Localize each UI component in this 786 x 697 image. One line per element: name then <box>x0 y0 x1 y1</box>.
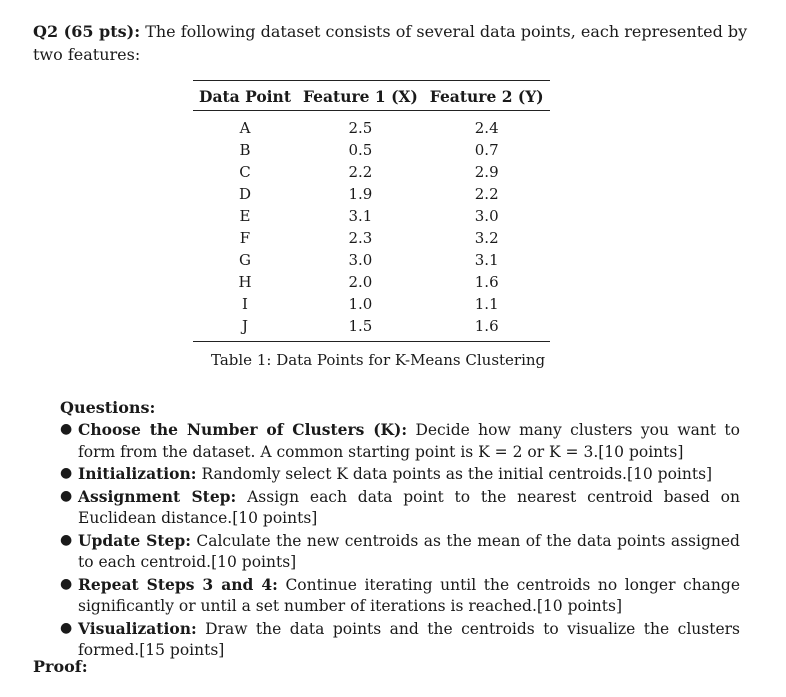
table-row <box>193 293 550 315</box>
cell-x: 0.5 <box>348 141 373 159</box>
cell-x: 2.0 <box>348 273 373 291</box>
cell-point: D <box>238 185 251 203</box>
cell-point: A <box>239 119 251 137</box>
cell-y: 3.1 <box>474 251 499 269</box>
question-item <box>60 618 740 662</box>
data-table <box>193 80 550 342</box>
question-text: Assign each data point to the nearest centroid based on Euclidean distance.[10 points] <box>78 487 740 527</box>
bullet-icon: ● <box>60 575 73 592</box>
question-term: Visualization: <box>78 618 197 638</box>
table-row <box>193 205 550 227</box>
cell-x: 1.5 <box>297 315 424 342</box>
table-row <box>193 183 550 205</box>
question-intro-text: The following dataset consists of several data points, each represented by two features: <box>33 22 748 64</box>
table-row <box>193 111 550 140</box>
table-row <box>193 161 550 183</box>
question-term: Update Step: <box>78 530 191 550</box>
table-row <box>193 271 550 293</box>
table-header-row <box>193 81 550 111</box>
cell-point: F <box>239 229 251 247</box>
column-header-feature-1: Feature 1 (X) <box>297 81 424 111</box>
cell-x: 2.5 <box>348 119 373 137</box>
question-text: Continue iterating until the centroids no longer change significantly or until a set number of iterations is reached.[10 points] <box>78 575 740 615</box>
table-row <box>193 315 550 342</box>
questions-heading: Questions: <box>60 398 156 417</box>
bullet-icon: ● <box>60 421 73 437</box>
table-caption: Table 1: Data Points for K-Means Clustering <box>211 351 546 369</box>
column-header-feature-2: Feature 2 (Y) <box>424 81 550 111</box>
cell-x: 1.0 <box>348 295 373 313</box>
cell-y: 1.6 <box>424 315 550 342</box>
table-row <box>193 227 550 249</box>
question-text: Draw the data points and the centroids to visualize the clusters formed.[15 points] <box>78 619 740 659</box>
cell-point: C <box>239 163 251 181</box>
cell-x: 2.2 <box>348 163 373 181</box>
cell-y: 3.2 <box>474 229 499 247</box>
question-label: Q2 (65 pts): <box>33 22 141 41</box>
questions-list <box>60 419 740 662</box>
bullet-icon: ● <box>60 619 73 636</box>
cell-point: G <box>239 251 251 269</box>
cell-y: 2.9 <box>474 163 499 181</box>
question-text: Randomly select K data points as the initial centroids.[10 points] <box>201 465 713 483</box>
cell-y: 0.7 <box>474 141 499 159</box>
bullet-icon: ● <box>60 487 73 504</box>
bullet-icon: ● <box>60 531 73 548</box>
question-text: Calculate the new centroids as the mean of the data points assigned to each centroid.[10 points] <box>78 531 740 571</box>
cell-y: 2.2 <box>474 185 499 203</box>
question-text: Decide how many clusters you want to form from the dataset. A common starting point is K = 2 or K = 3.[10 points] <box>78 421 740 461</box>
table-row <box>193 249 550 271</box>
cell-point: B <box>239 141 251 159</box>
question-intro <box>33 20 753 66</box>
cell-point: H <box>238 273 252 291</box>
cell-point: E <box>239 207 251 225</box>
question-term: Initialization: <box>78 464 197 483</box>
question-item <box>60 530 740 574</box>
cell-y: 1.6 <box>474 273 499 291</box>
questions-section <box>60 397 740 662</box>
cell-y: 2.4 <box>474 119 499 137</box>
question-item <box>60 419 740 463</box>
bullet-icon: ● <box>60 465 73 481</box>
cell-x: 2.3 <box>348 229 373 247</box>
question-term: Assignment Step: <box>78 486 237 506</box>
question-item <box>60 463 740 486</box>
cell-y: 3.0 <box>474 207 499 225</box>
table-row <box>193 139 550 161</box>
cell-x: 3.0 <box>348 251 373 269</box>
question-item <box>60 574 740 618</box>
cell-x: 3.1 <box>348 207 373 225</box>
cell-x: 1.9 <box>348 185 373 203</box>
cell-point: I <box>242 295 248 313</box>
question-term: Repeat Steps 3 and 4: <box>78 574 278 594</box>
cell-y: 1.1 <box>474 295 499 313</box>
question-term: Choose the Number of Clusters (K): <box>78 420 408 439</box>
column-header-data-point: Data Point <box>193 81 297 111</box>
cell-point: J <box>193 315 297 342</box>
proof-label: Proof: <box>33 657 88 676</box>
question-item <box>60 486 740 530</box>
